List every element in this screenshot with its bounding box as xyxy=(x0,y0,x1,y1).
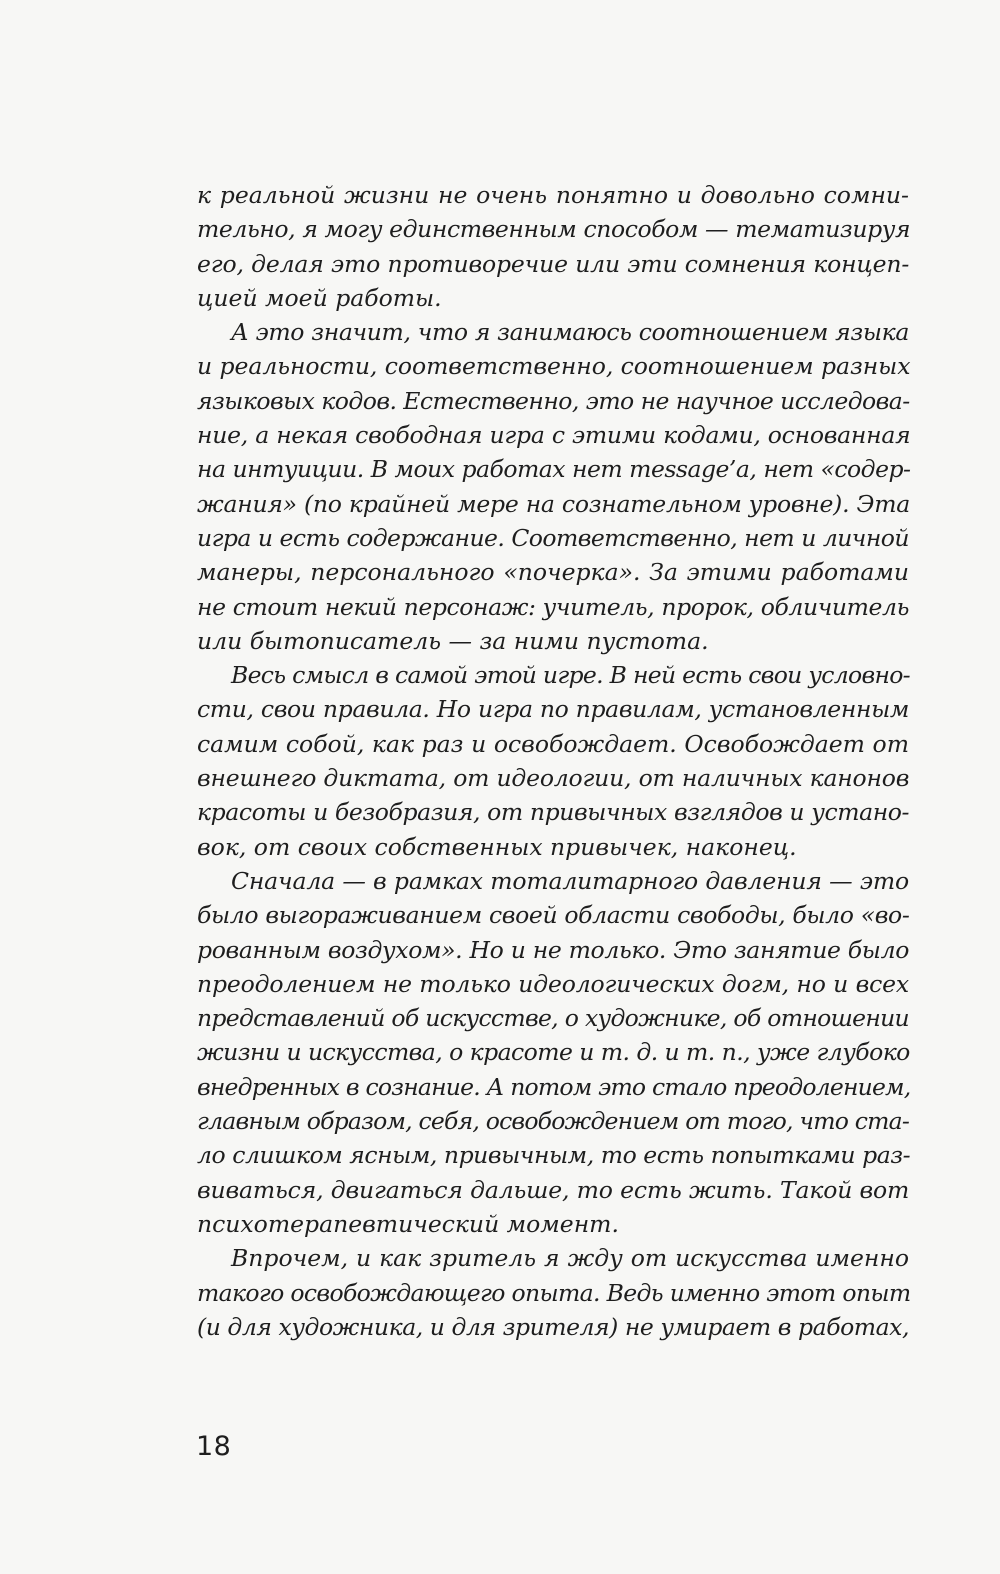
paragraph xyxy=(197,864,909,1241)
text-line: ло слишком ясным, привычным, то есть попытками раз- xyxy=(197,1141,911,1170)
text-line: Весь смысл в самой этой игре. В ней есть свои условно- xyxy=(231,661,910,690)
text-line: такого освобождающего опыта. Ведь именно этот опыт xyxy=(197,1278,911,1307)
text-line: или бытописатель — за ними пустота. xyxy=(197,626,709,655)
text-line: А это значит, что я занимаюсь соотношением языка xyxy=(231,318,909,347)
text-line: преодолением не только идеологических догм, но и всех xyxy=(197,969,909,998)
text-line: психотерапевтический момент. xyxy=(197,1209,619,1238)
text-line: и реальности, соответственно, соотношением разных xyxy=(197,352,911,381)
text-line: не стоит некий персонаж: учитель, пророк, обличитель xyxy=(197,592,909,621)
text-line: манеры, персонального «почерка». За этими работами xyxy=(197,558,909,587)
text-line: Впрочем, и как зритель я жду от искусства именно xyxy=(231,1244,909,1273)
paragraph xyxy=(197,1241,909,1344)
text-line: на интуиции. В моих работах нет message’а, нет «содер- xyxy=(197,455,911,484)
text-line: внедренных в сознание. А потом это стало преодолением, xyxy=(197,1072,911,1101)
page-number: 18 xyxy=(196,1431,232,1462)
text-line: представлений об искусстве, о художнике, об отношении xyxy=(197,1004,909,1033)
text-line: красоты и безобразия, от привычных взглядов и устано- xyxy=(197,798,910,827)
text-line: к реальной жизни не очень понятно и довольно сомни- xyxy=(197,181,909,209)
text-line: сти, свои правила. Но игра по правилам, установленным xyxy=(197,695,909,724)
text-line: вок, от своих собственных привычек, наконец. xyxy=(197,832,797,861)
paragraph xyxy=(197,315,909,658)
text-line: языковых кодов. Естественно, это не научное исследова- xyxy=(197,386,910,415)
text-line: ние, а некая свободная игра с этими кодами, основанная xyxy=(197,421,911,450)
body-text xyxy=(197,178,909,1344)
text-line: его, делая это противоречие или эти сомнения концеп- xyxy=(197,249,910,278)
text-line: внешнего диктата, от идеологии, от наличных канонов xyxy=(197,764,910,793)
text-line: жания» (по крайней мере на сознательном уровне). Эта xyxy=(197,489,911,518)
text-line: было выгораживанием своей области свободы, было «во- xyxy=(197,901,910,930)
text-line: самим собой, как раз и освобождает. Освобождает от xyxy=(197,729,909,758)
text-line: главным образом, себя, освобождением от того, что ста- xyxy=(197,1107,909,1136)
text-line: жизни и искусства, о красоте и т. д. и т. п., уже глубоко xyxy=(197,1038,910,1067)
text-line: цией моей работы. xyxy=(197,283,442,312)
text-line: виваться, двигаться дальше, то есть жить. Такой вот xyxy=(197,1175,910,1204)
text-line: тельно, я могу единственным способом — тематизируя xyxy=(197,215,911,244)
text-line: (и для художника, и для зрителя) не умирает в работах, xyxy=(197,1312,909,1341)
text-line: игра и есть содержание. Соответственно, нет и личной xyxy=(197,523,909,552)
text-line: Сначала — в рамках тоталитарного давления — это xyxy=(231,866,909,895)
paragraph xyxy=(197,658,909,864)
paragraph xyxy=(197,178,909,315)
text-line: рованным воздухом». Но и не только. Это занятие было xyxy=(197,935,909,964)
